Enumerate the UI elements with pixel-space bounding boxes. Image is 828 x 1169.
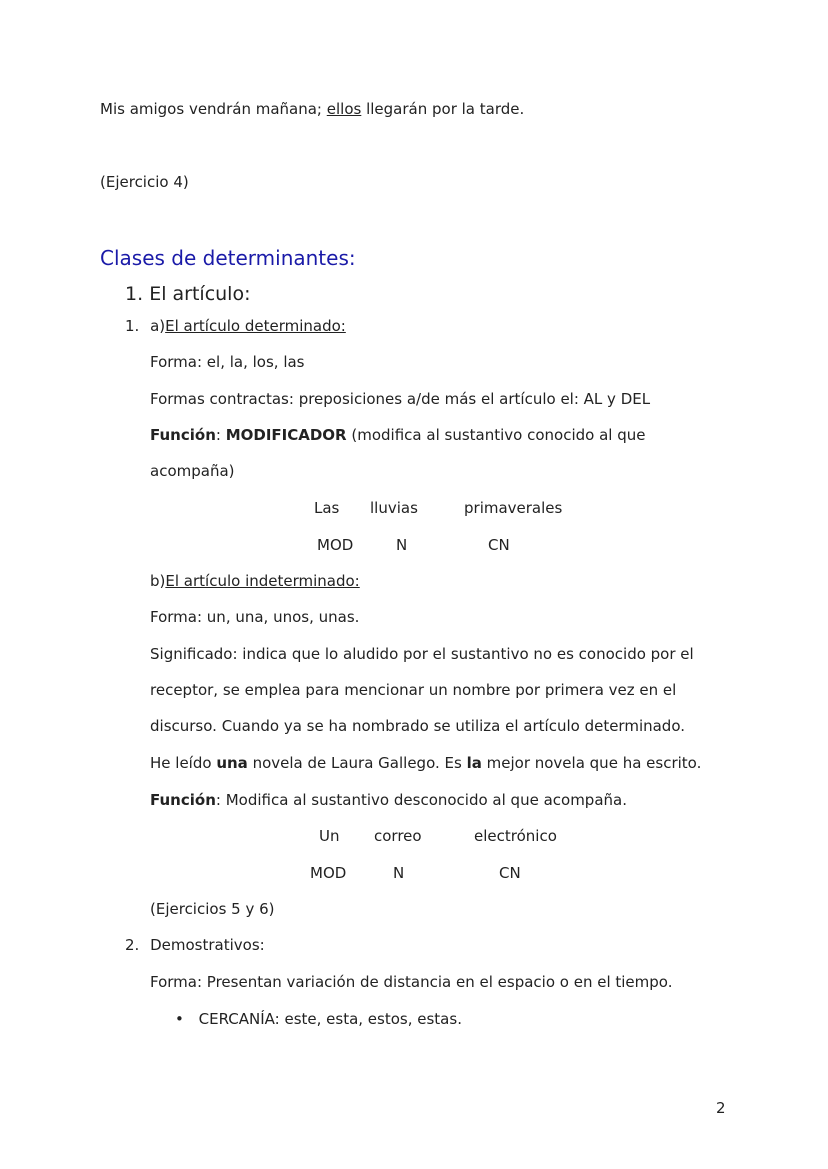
exercises-5-6-ref: (Ejercicios 5 y 6) <box>150 900 275 918</box>
bullet-item-cercania <box>175 1009 462 1029</box>
subsection-prefix: b) <box>150 572 166 590</box>
article-det-heading <box>125 316 346 336</box>
article-indet-significado-2: receptor, se emplea para mencionar un nombre por primera vez en el <box>150 681 677 699</box>
example1-tag: MOD <box>317 536 354 554</box>
article-det-title: El artículo determinado: <box>165 317 346 335</box>
example2-tag: N <box>393 864 405 882</box>
example2-tag: CN <box>499 864 521 882</box>
funcion-value: MODIFICADOR <box>225 426 347 444</box>
demostrativos-heading <box>125 935 265 955</box>
example1-word: lluvias <box>370 499 418 517</box>
article-det-funcion-cont: acompaña) <box>150 462 235 480</box>
funcion-rest: : Modifica al sustantivo desconocido al que acompaña. <box>215 791 627 809</box>
list-number: 1. <box>125 317 140 335</box>
example1-word: Las <box>314 499 340 517</box>
intro-pronoun: ellos <box>326 100 362 118</box>
funcion-separator: : <box>215 426 226 444</box>
article-indet-heading <box>150 571 360 591</box>
intro-text-after: llegarán por la tarde. <box>361 100 525 118</box>
sentence-bold-una: una <box>216 754 248 772</box>
example1-tag: CN <box>488 536 510 554</box>
demostrativos-title: Demostrativos: <box>150 936 265 954</box>
example2-word: electrónico <box>474 827 557 845</box>
funcion-label: Función <box>150 791 216 809</box>
article-indet-significado-3: discurso. Cuando ya se ha nombrado se utiliza el artículo determinado. <box>150 717 686 735</box>
article-det-funcion <box>150 425 645 445</box>
exercise-4-ref: (Ejercicio 4) <box>100 173 189 191</box>
intro-sentence <box>100 99 524 119</box>
section-heading: Clases de determinantes: <box>100 246 356 270</box>
article-indet-significado-1: Significado: indica que lo aludido por el sustantivo no es conocido por el <box>150 645 694 663</box>
section-1-label: El artículo: <box>149 283 251 305</box>
sentence-bold-la: la <box>466 754 482 772</box>
article-indet-forma: Forma: un, una, unos, unas. <box>150 608 360 626</box>
demostrativos-forma: Forma: Presentan variación de distancia en el espacio o en el tiempo. <box>150 973 673 991</box>
article-indet-funcion <box>150 790 627 810</box>
page-number: 2 <box>716 1099 726 1117</box>
funcion-label: Función <box>150 426 216 444</box>
example1-tag: N <box>396 536 408 554</box>
example2-word: correo <box>374 827 422 845</box>
example-sentence <box>150 753 701 773</box>
example2-word: Un <box>319 827 340 845</box>
example1-word: primaverales <box>464 499 563 517</box>
article-indet-title: El artículo indeterminado: <box>165 572 360 590</box>
bullet-icon: • <box>175 1010 184 1028</box>
article-det-forma: Forma: el, la, los, las <box>150 353 305 371</box>
funcion-rest: (modifica al sustantivo conocido al que <box>346 426 646 444</box>
sentence-part: He leído <box>150 754 217 772</box>
subsection-prefix: a) <box>150 317 166 335</box>
intro-text-before: Mis amigos vendrán mañana; <box>100 100 327 118</box>
section-1-number: 1. <box>125 283 144 305</box>
example2-tag: MOD <box>310 864 347 882</box>
article-det-contractas: Formas contractas: preposiciones a/de más el artículo el: AL y DEL <box>150 390 651 408</box>
list-number: 2. <box>125 936 140 954</box>
section-1-title <box>125 282 251 306</box>
sentence-part: novela de Laura Gallego. Es <box>247 754 467 772</box>
sentence-part: mejor novela que ha escrito. <box>481 754 702 772</box>
cercania-text: CERCANÍA: este, esta, estos, estas. <box>198 1010 462 1028</box>
